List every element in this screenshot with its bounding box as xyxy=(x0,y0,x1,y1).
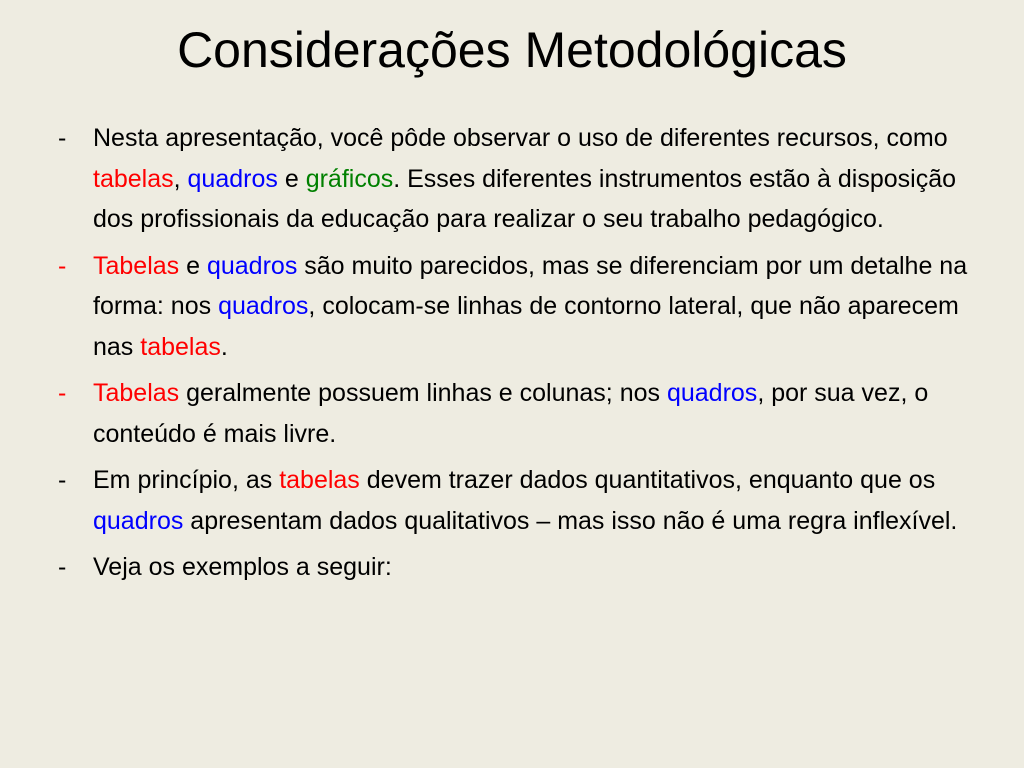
bullet-list xyxy=(56,118,986,594)
bullet-marker: - xyxy=(58,251,67,280)
bullet-text: geralmente possuem linhas e colunas; nos xyxy=(179,379,667,407)
bullet-item xyxy=(56,246,986,368)
highlighted-term: tabelas xyxy=(93,164,174,193)
highlighted-term: tabelas xyxy=(279,466,360,494)
bullet-text: Veja os exemplos a seguir: xyxy=(93,553,392,581)
highlighted-term: Tabelas xyxy=(93,379,180,407)
bullet-marker: - xyxy=(58,379,67,407)
bullet-text: devem trazer dados quantitativos, enquanto que os xyxy=(359,466,936,494)
highlighted-term: quadros xyxy=(206,251,298,280)
highlighted-term: quadros xyxy=(93,506,184,535)
bullet-text: , colocam-se linhas de contorno lateral, que não aparecem nas xyxy=(93,292,959,361)
bullet-text: , por sua vez, o conteúdo é mais livre. xyxy=(93,379,929,448)
bullet-item xyxy=(56,118,986,240)
highlighted-term: tabelas xyxy=(140,332,221,361)
bullet-text: e xyxy=(277,164,306,193)
bullet-text: Em princípio, as xyxy=(93,466,280,494)
bullet-item xyxy=(56,547,986,588)
highlighted-term: quadros xyxy=(218,292,309,320)
bullet-marker: - xyxy=(58,553,67,581)
bullet-text: . Esses diferentes instrumentos estão à disposição dos profissionais da educação para realizar o seu trabalho pedagógico. xyxy=(93,164,957,233)
bullet-text: . xyxy=(220,332,228,361)
highlighted-term: gráficos xyxy=(305,164,394,193)
highlighted-term: Tabelas xyxy=(93,251,180,280)
bullet-item xyxy=(56,460,986,541)
bullet-marker: - xyxy=(58,124,67,152)
slide-title: Considerações Metodológicas xyxy=(177,22,847,78)
bullet-item xyxy=(56,373,986,454)
bullet-text: Nesta apresentação, você pôde observar o uso de diferentes recursos, como xyxy=(93,124,948,152)
bullet-text: e xyxy=(179,251,207,280)
bullet-marker: - xyxy=(58,466,67,494)
bullet-text: apresentam dados qualitativos – mas isso não é uma regra inflexível. xyxy=(183,506,958,535)
bullet-text: são muito parecidos, mas se diferenciam por um detalhe na forma: nos xyxy=(93,251,968,320)
bullet-text: , xyxy=(173,164,188,193)
highlighted-term: quadros xyxy=(666,379,758,407)
highlighted-term: quadros xyxy=(187,164,278,193)
